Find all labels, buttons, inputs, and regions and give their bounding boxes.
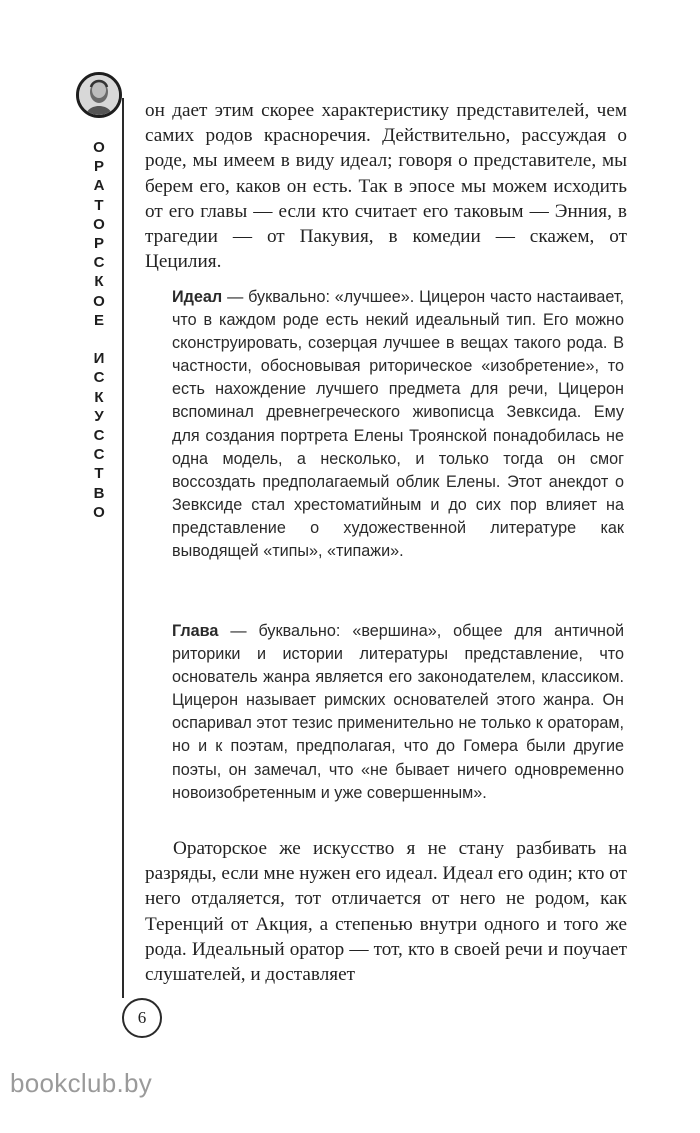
commentary-term: Идеал [172, 288, 223, 306]
margin-rule [122, 98, 124, 998]
body-paragraph-2: Ораторское же искусство я не стану разбивать на разряды, если мне нужен его идеал. Идеал его один; кто от него отдаляется, тот отличается от него не родом, как Теренций от Акция, а степенью внутри одного и того же рода. Идеальный оратор — тот, кто в своей речи и поучает слушателей, и доставляет [145, 838, 627, 986]
commentary-ideal [172, 286, 624, 563]
bust-portrait-icon [76, 72, 122, 118]
body-paragraph-1: он дает этим скорее характеристику представителей, чем самих родов красноречия. Действительно, рассуждая о роде, мы имеем в виду идеал; говоря о представителе, мы берем его, каков он есть. Так в эпосе мы можем исходить от его главы — если кто считает его таковым — Энния, в трагедии — от Пакувия, в комедии — скажем, от Цецилия. [145, 100, 627, 273]
commentary-glava [172, 620, 624, 805]
running-title: О Р А Т О Р С К О Е И С К У С С Т В О [93, 139, 105, 521]
commentary-term: Глава [172, 622, 219, 640]
commentary-text: — буквально: «лучшее». Цицерон часто настаивает, что в каждом роде есть некий идеальный тип. Его можно сконструировать, созерцая лучшее в вещах такого рода. В частности, обосновывая риторическое «изобретение», то есть нахождение лучшего предмета для речи, Цицерон вспоминал древнегреческого живописца Зевксида. Ему для создания портрета Елены Троянской понадобилась не одна модель, а несколько, и только тогда он смог воссоздать предполагаемый облик Елены. Этот анекдот о Зевксиде стал хрестоматийным и до сих пор влияет на представление о художественной литературе как выводящей «типы», «типажи». [172, 288, 624, 561]
page-number: 6 [122, 998, 162, 1038]
watermark: bookclub.by [10, 1068, 153, 1098]
commentary-text: — буквально: «вершина», общее для античной риторики и истории литературы представление, что основатель жанра является его законодателем, классиком. Цицерон называет римских основателей этого жанра. Он оспаривал этот тезис применительно не только к ораторам, но и к поэтам, предполагая, что до Гомера были другие поэты, он замечал, что «не бывает ничего одновременно новоизобретенным и уже совершенным». [172, 622, 624, 802]
